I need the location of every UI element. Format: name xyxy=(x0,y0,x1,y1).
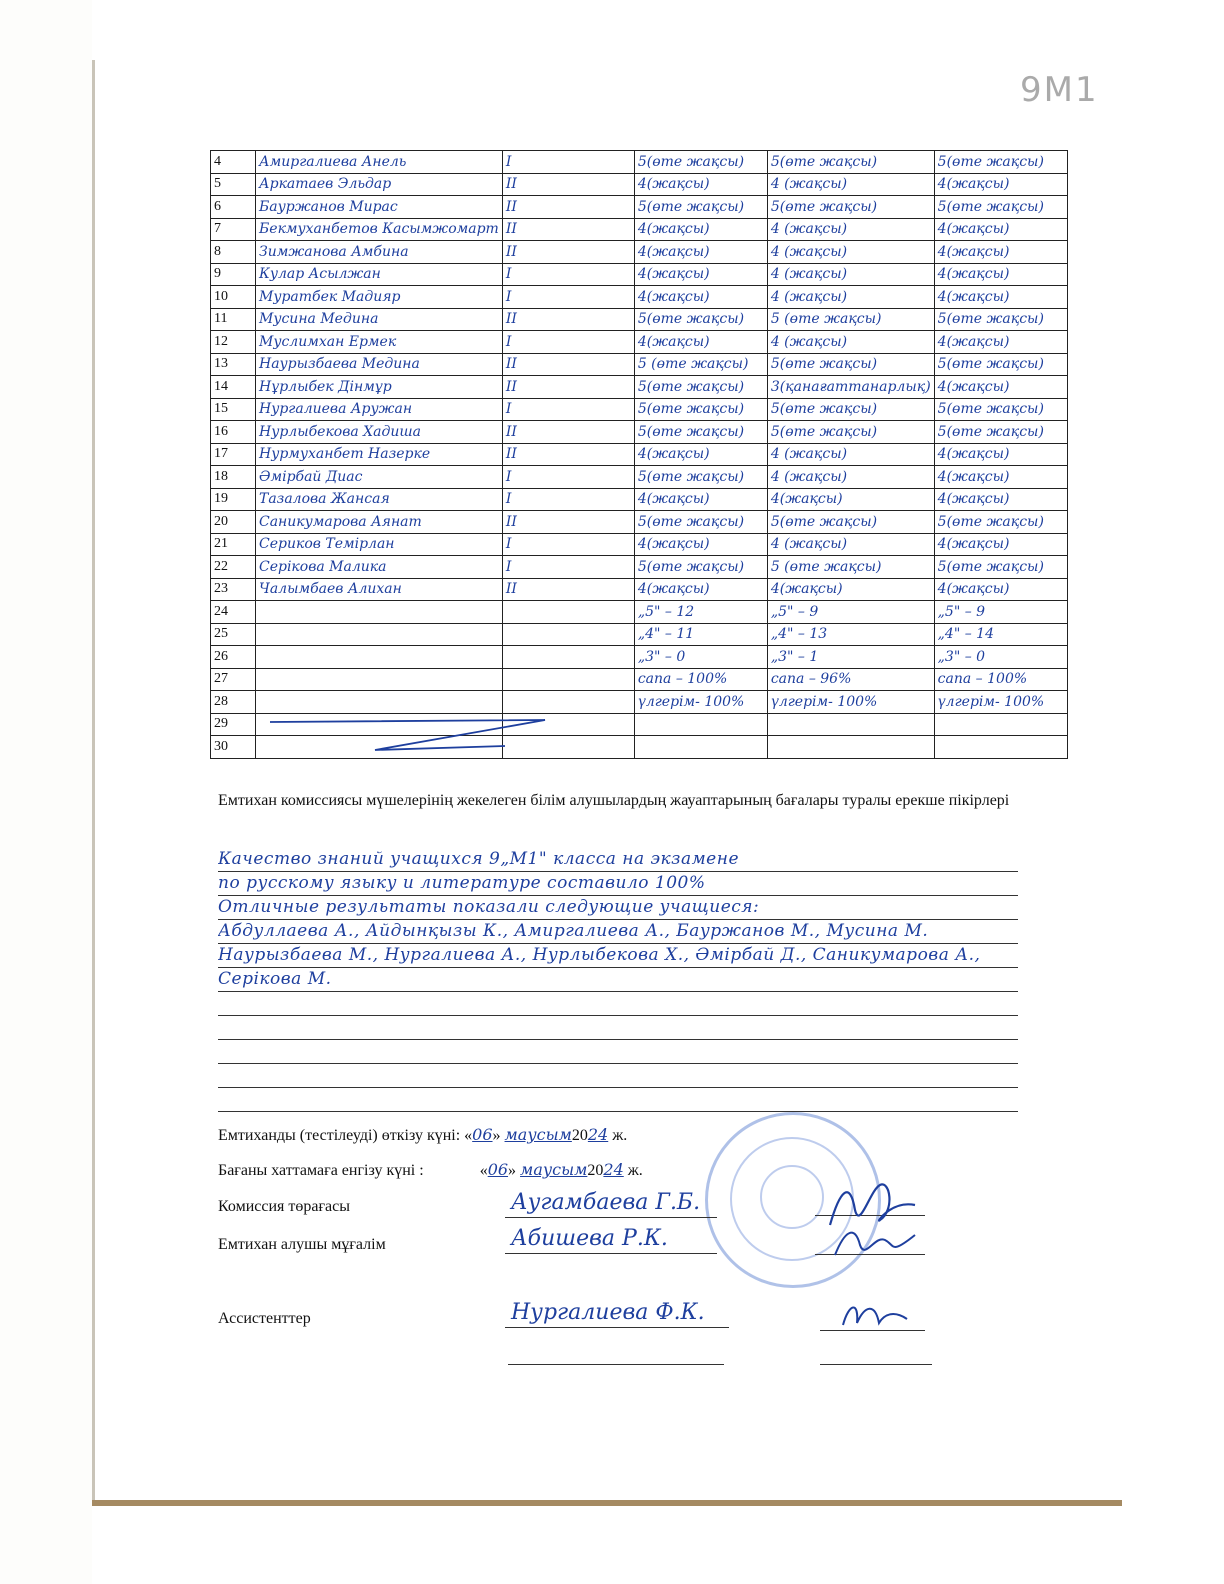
table-row xyxy=(211,196,1068,219)
grade-cell-1: 4(жақсы) xyxy=(634,286,767,309)
entry-date-month: маусым xyxy=(520,1160,588,1179)
comment-line: Качество знаний учащихся 9„М1" класса на экзамене xyxy=(218,848,1018,872)
grade-cell-3: 4(жақсы) xyxy=(934,488,1067,511)
entry-date-year-prefix: 20 xyxy=(587,1162,604,1179)
grade-cell-2: 4 (жақсы) xyxy=(767,443,934,466)
table-strikeout-mark xyxy=(265,712,555,758)
student-name: Серікова Малика xyxy=(256,556,503,579)
entry-date-day: 06 xyxy=(487,1160,509,1179)
grade-cell-2: 5 (өте жақсы) xyxy=(767,556,934,579)
student-name xyxy=(256,668,503,691)
grade-cell-2: 4 (жақсы) xyxy=(767,331,934,354)
grade-cell-1: 4(жақсы) xyxy=(634,241,767,264)
level-cell: I xyxy=(502,488,634,511)
row-number: 18 xyxy=(211,466,256,489)
student-name: Кулар Асылжан xyxy=(256,263,503,286)
level-cell: II xyxy=(502,376,634,399)
student-name: Нурмуханбет Назерке xyxy=(256,443,503,466)
row-number: 17 xyxy=(211,443,256,466)
entry-date-close-quote: » xyxy=(508,1162,517,1179)
student-name: Бекмуханбетов Касымжомарт xyxy=(256,218,503,241)
grade-cell-3 xyxy=(934,713,1067,736)
grades-table xyxy=(210,150,1068,759)
grade-cell-3: 4(жақсы) xyxy=(934,466,1067,489)
level-cell: II xyxy=(502,353,634,376)
assistant-name-blank-line xyxy=(508,1364,724,1365)
table-row xyxy=(211,488,1068,511)
entry-date-year-suffix: 24 xyxy=(603,1160,624,1179)
student-name xyxy=(256,691,503,714)
grade-cell-1: 4(жақсы) xyxy=(634,218,767,241)
table-row xyxy=(211,331,1068,354)
table-row xyxy=(211,218,1068,241)
student-name: Тазалова Жансая xyxy=(256,488,503,511)
level-cell xyxy=(502,623,634,646)
level-cell: II xyxy=(502,421,634,444)
table-row xyxy=(211,421,1068,444)
grade-cell-2 xyxy=(767,736,934,759)
level-cell: I xyxy=(502,533,634,556)
grade-cell-1: „3" – 0 xyxy=(634,646,767,669)
level-cell: I xyxy=(502,263,634,286)
chair-name: Аугамбаева Г.Б. xyxy=(505,1190,717,1218)
grade-cell-3: 5(өте жақсы) xyxy=(934,196,1067,219)
grade-cell-3: 5(өте жақсы) xyxy=(934,353,1067,376)
grade-cell-1: 4(жақсы) xyxy=(634,443,767,466)
assistants-label: Ассистенттер xyxy=(218,1310,311,1327)
entry-date-open-quote: « xyxy=(479,1162,488,1179)
level-cell: II xyxy=(502,578,634,601)
comment-line: по русскому языку и литературе составило 100% xyxy=(218,872,1018,896)
student-name: Нурлыбекова Хадиша xyxy=(256,421,503,444)
row-number: 20 xyxy=(211,511,256,534)
grade-cell-1: 5(өте жақсы) xyxy=(634,511,767,534)
teacher-name: Абишева Р.К. xyxy=(505,1226,717,1254)
entry-date-suffix: ж. xyxy=(627,1162,643,1179)
student-name: Сериков Темірлан xyxy=(256,533,503,556)
row-number: 13 xyxy=(211,353,256,376)
row-number: 4 xyxy=(211,151,256,174)
row-number: 25 xyxy=(211,623,256,646)
level-cell: II xyxy=(502,173,634,196)
exam-date-month: маусым xyxy=(504,1125,572,1144)
table-row xyxy=(211,443,1068,466)
chair-label: Комиссия төрағасы xyxy=(218,1198,350,1215)
grade-cell-1: үлгерім- 100% xyxy=(634,691,767,714)
grade-cell-2: 5(өте жақсы) xyxy=(767,196,934,219)
grade-cell-1: 5(өте жақсы) xyxy=(634,556,767,579)
grade-cell-3: 4(жақсы) xyxy=(934,218,1067,241)
grade-cell-1: 4(жақсы) xyxy=(634,488,767,511)
table-row xyxy=(211,151,1068,174)
grade-cell-2: 4 (жақсы) xyxy=(767,218,934,241)
teacher-label: Емтихан алушы мұғалім xyxy=(218,1236,386,1253)
exam-date-suffix: ж. xyxy=(612,1127,628,1144)
exam-date-close-quote: » xyxy=(492,1127,501,1144)
grade-cell-2: 5(өте жақсы) xyxy=(767,353,934,376)
row-number: 30 xyxy=(211,736,256,759)
grade-cell-3: 4(жақсы) xyxy=(934,376,1067,399)
grade-cell-2: 4 (жақсы) xyxy=(767,533,934,556)
grade-cell-3: 5(өте жақсы) xyxy=(934,421,1067,444)
table-row xyxy=(211,511,1068,534)
grade-cell-3: „5" – 9 xyxy=(934,601,1067,624)
comment-line: Отличные результаты показали следующие учащиеся: xyxy=(218,896,1018,920)
row-number: 21 xyxy=(211,533,256,556)
table-row xyxy=(211,466,1068,489)
table-row xyxy=(211,353,1068,376)
grade-cell-2: 3(қанағаттанарлық) xyxy=(767,376,934,399)
student-name: Мусина Медина xyxy=(256,308,503,331)
comment-line xyxy=(218,1016,1018,1040)
grade-cell-1: 5(өте жақсы) xyxy=(634,421,767,444)
row-number: 9 xyxy=(211,263,256,286)
grade-cell-1: 4(жақсы) xyxy=(634,173,767,196)
student-name: Зимжанова Амбина xyxy=(256,241,503,264)
grade-cell-1: „5" – 12 xyxy=(634,601,767,624)
level-cell: II xyxy=(502,511,634,534)
grade-cell-1: 5(өте жақсы) xyxy=(634,376,767,399)
grade-cell-3: 4(жақсы) xyxy=(934,331,1067,354)
grade-cell-2: сапа – 96% xyxy=(767,668,934,691)
table-row xyxy=(211,173,1068,196)
grade-cell-2: 5(өте жақсы) xyxy=(767,151,934,174)
grade-cell-3: 4(жақсы) xyxy=(934,578,1067,601)
row-number: 28 xyxy=(211,691,256,714)
grade-cell-3: үлгерім- 100% xyxy=(934,691,1067,714)
level-cell: I xyxy=(502,556,634,579)
student-name: Саникумарова Аянат xyxy=(256,511,503,534)
grade-cell-3: 4(жақсы) xyxy=(934,173,1067,196)
grade-cell-1 xyxy=(634,713,767,736)
grade-cell-1: 4(жақсы) xyxy=(634,263,767,286)
scan-background xyxy=(0,0,92,1584)
assistant-signature-blank-line xyxy=(820,1364,932,1365)
row-number: 12 xyxy=(211,331,256,354)
level-cell xyxy=(502,601,634,624)
level-cell: I xyxy=(502,398,634,421)
student-name: Наурызбаева Медина xyxy=(256,353,503,376)
exam-date-row xyxy=(218,1125,627,1145)
level-cell: II xyxy=(502,443,634,466)
row-number: 22 xyxy=(211,556,256,579)
grade-cell-2: 5(өте жақсы) xyxy=(767,511,934,534)
grade-cell-3: 4(жақсы) xyxy=(934,241,1067,264)
entry-date-row xyxy=(218,1160,643,1180)
grade-cell-2: „4" – 13 xyxy=(767,623,934,646)
table-row xyxy=(211,241,1068,264)
grade-cell-3: 5(өте жақсы) xyxy=(934,511,1067,534)
comment-line xyxy=(218,992,1018,1016)
student-name: Аркатаев Эльдар xyxy=(256,173,503,196)
comment-line xyxy=(218,1088,1018,1112)
grade-cell-3 xyxy=(934,736,1067,759)
student-name xyxy=(256,601,503,624)
grade-cell-1 xyxy=(634,736,767,759)
student-name xyxy=(256,646,503,669)
table-row xyxy=(211,691,1068,714)
level-cell xyxy=(502,691,634,714)
notes-heading: Емтихан комиссиясы мүшелерінің жекелеген білім алушылардың жауаптарының бағалары туралы ерекше пікірлері xyxy=(218,792,1010,809)
grade-cell-3: 5(өте жақсы) xyxy=(934,556,1067,579)
stamp-emblem-icon xyxy=(760,1165,824,1229)
student-name: Нургалиева Аружан xyxy=(256,398,503,421)
student-name: Әмірбай Диас xyxy=(256,466,503,489)
exam-date-year-suffix: 24 xyxy=(587,1125,609,1144)
table-row xyxy=(211,556,1068,579)
grade-cell-1: 5(өте жақсы) xyxy=(634,196,767,219)
row-number: 27 xyxy=(211,668,256,691)
row-number: 7 xyxy=(211,218,256,241)
exam-date-day: 06 xyxy=(472,1125,493,1144)
grade-cell-2: 5(өте жақсы) xyxy=(767,421,934,444)
level-cell: II xyxy=(502,196,634,219)
table-row xyxy=(211,646,1068,669)
level-cell xyxy=(502,646,634,669)
row-number: 5 xyxy=(211,173,256,196)
grade-cell-1: „4" – 11 xyxy=(634,623,767,646)
level-cell: II xyxy=(502,241,634,264)
grade-cell-1: 5(өте жақсы) xyxy=(634,466,767,489)
table-row xyxy=(211,286,1068,309)
grade-cell-2: 4(жақсы) xyxy=(767,488,934,511)
grade-cell-2: 5(өте жақсы) xyxy=(767,398,934,421)
level-cell: I xyxy=(502,331,634,354)
grade-cell-3: 4(жақсы) xyxy=(934,443,1067,466)
student-name: Амиргалиева Анель xyxy=(256,151,503,174)
table-row xyxy=(211,376,1068,399)
grade-cell-2: „3" – 1 xyxy=(767,646,934,669)
grade-cell-2: 4 (жақсы) xyxy=(767,241,934,264)
grade-cell-1: 5(өте жақсы) xyxy=(634,398,767,421)
notes-comment-lines xyxy=(218,848,1018,1112)
row-number: 8 xyxy=(211,241,256,264)
table-row xyxy=(211,398,1068,421)
grade-cell-3: „4" – 14 xyxy=(934,623,1067,646)
assistant-name: Нургалиева Ф.К. xyxy=(505,1300,729,1328)
row-number: 10 xyxy=(211,286,256,309)
grade-cell-2: 4 (жақсы) xyxy=(767,466,934,489)
student-name: Бауржанов Мирас xyxy=(256,196,503,219)
row-number: 6 xyxy=(211,196,256,219)
assistant-signature-icon xyxy=(835,1295,915,1335)
grade-cell-3: 5(өте жақсы) xyxy=(934,308,1067,331)
grade-cell-2: үлгерім- 100% xyxy=(767,691,934,714)
comment-line xyxy=(218,1064,1018,1088)
table-row xyxy=(211,533,1068,556)
table-row xyxy=(211,623,1068,646)
grade-cell-1: 4(жақсы) xyxy=(634,578,767,601)
grade-cell-1: 4(жақсы) xyxy=(634,331,767,354)
level-cell: I xyxy=(502,151,634,174)
row-number: 11 xyxy=(211,308,256,331)
grade-cell-2 xyxy=(767,713,934,736)
grade-cell-1: 4(жақсы) xyxy=(634,533,767,556)
student-name: Муратбек Мадияр xyxy=(256,286,503,309)
row-number: 29 xyxy=(211,713,256,736)
row-number: 23 xyxy=(211,578,256,601)
grade-cell-3: 4(жақсы) xyxy=(934,533,1067,556)
grade-cell-2: 4 (жақсы) xyxy=(767,173,934,196)
grade-cell-3: 4(жақсы) xyxy=(934,286,1067,309)
grade-cell-2: 5 (өте жақсы) xyxy=(767,308,934,331)
grade-cell-3: 4(жақсы) xyxy=(934,263,1067,286)
grade-cell-3: 5(өте жақсы) xyxy=(934,151,1067,174)
student-name xyxy=(256,623,503,646)
grade-cell-3: 5(өте жақсы) xyxy=(934,398,1067,421)
row-number: 16 xyxy=(211,421,256,444)
grade-cell-3: „3" – 0 xyxy=(934,646,1067,669)
row-number: 14 xyxy=(211,376,256,399)
table-row xyxy=(211,668,1068,691)
comment-line: Серікова М. xyxy=(218,968,1018,992)
student-name: Чалымбаев Алихан xyxy=(256,578,503,601)
comment-line: Наурызбаева М., Нургалиева А., Нурлыбекова Х., Әмірбай Д., Саникумарова А., xyxy=(218,944,1018,968)
page-code: 9М1 xyxy=(1020,70,1099,110)
student-name: Муслимхан Ермек xyxy=(256,331,503,354)
grade-cell-1: 5(өте жақсы) xyxy=(634,308,767,331)
grade-cell-2: 4(жақсы) xyxy=(767,578,934,601)
row-number: 24 xyxy=(211,601,256,624)
level-cell: II xyxy=(502,218,634,241)
grade-cell-2: „5" – 9 xyxy=(767,601,934,624)
table-row xyxy=(211,601,1068,624)
level-cell xyxy=(502,668,634,691)
grade-cell-2: 4 (жақсы) xyxy=(767,286,934,309)
comment-line xyxy=(218,1040,1018,1064)
table-row xyxy=(211,263,1068,286)
grade-cell-1: 5 (өте жақсы) xyxy=(634,353,767,376)
table-row xyxy=(211,308,1068,331)
row-number: 19 xyxy=(211,488,256,511)
exam-date-open-quote: « xyxy=(464,1127,473,1144)
grade-cell-1: сапа – 100% xyxy=(634,668,767,691)
table-row xyxy=(211,578,1068,601)
level-cell: II xyxy=(502,308,634,331)
level-cell: I xyxy=(502,466,634,489)
entry-date-label: Бағаны хаттамаға енгізу күні : xyxy=(218,1162,424,1179)
grade-cell-2: 4 (жақсы) xyxy=(767,263,934,286)
grade-cell-3: сапа – 100% xyxy=(934,668,1067,691)
teacher-signature-icon xyxy=(830,1215,920,1265)
level-cell: I xyxy=(502,286,634,309)
exam-date-label: Емтиханды (тестілеуді) өткізу күні: xyxy=(218,1127,461,1144)
scan-bottom-edge xyxy=(92,1500,1122,1506)
student-name: Нұрлыбек Дінмұр xyxy=(256,376,503,399)
grade-cell-1: 5(өте жақсы) xyxy=(634,151,767,174)
row-number: 15 xyxy=(211,398,256,421)
exam-date-year-prefix: 20 xyxy=(571,1127,588,1144)
comment-line: Абдуллаева А., Айдынқызы К., Амиргалиева А., Бауржанов М., Мусина М. xyxy=(218,920,1018,944)
row-number: 26 xyxy=(211,646,256,669)
